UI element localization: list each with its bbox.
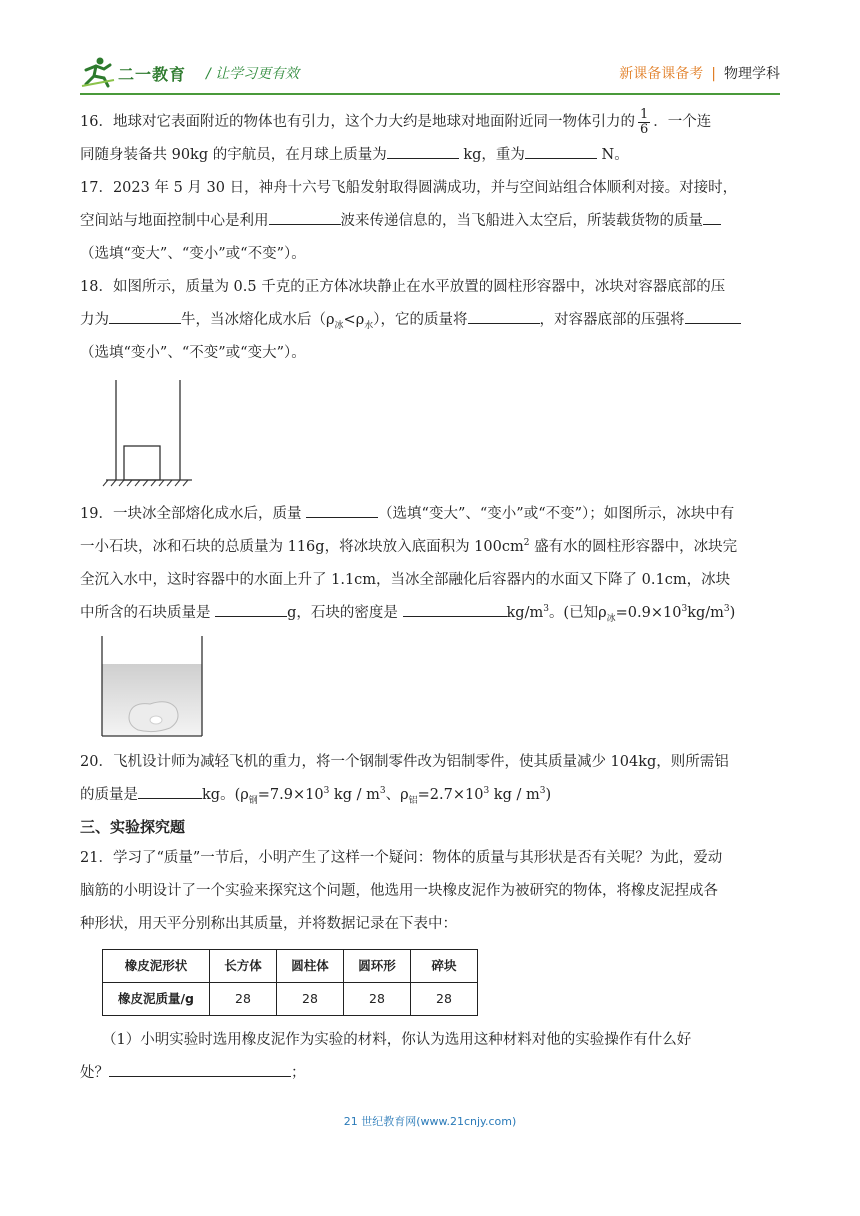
water-container-ice-stone-figure xyxy=(98,632,228,742)
table-cell: 圆环形 xyxy=(344,950,411,983)
question-17-line-2: 空间站与地面控制中心是利用 波来传递信息的，当飞船进入太空后，所装载货物的质量 xyxy=(80,205,780,238)
answer-blank[interactable] xyxy=(109,305,181,324)
section-heading: 三、实验探究题 xyxy=(80,818,186,836)
table-cell: 长方体 xyxy=(210,950,277,983)
question-19-line-1: 19．一块冰全部熔化成水后，质量 （选填“变大”、“变小”或“不变”）；如图所示，冰块中有 xyxy=(80,498,780,531)
answer-blank[interactable] xyxy=(468,305,540,324)
header-separator: | xyxy=(711,66,716,82)
answer-blank[interactable] xyxy=(306,499,378,518)
table-cell: 28 xyxy=(344,983,411,1016)
question-17-line-3: （选填“变大”、“变小”或“不变”）。 xyxy=(80,246,306,262)
header-subject xyxy=(619,63,780,83)
slogan: / 让学习更有效 xyxy=(206,66,300,82)
answer-blank[interactable] xyxy=(685,305,741,324)
answer-blank[interactable] xyxy=(215,598,287,617)
header-subject-name: 物理学科 xyxy=(724,66,780,82)
answer-blank[interactable] xyxy=(138,780,202,799)
answer-blank[interactable] xyxy=(703,206,721,225)
table-row xyxy=(103,983,478,1016)
runner-icon xyxy=(80,56,116,88)
question-16-line-2: 同随身装备共 90kg 的宇航员，在月球上质量为 kg，重为 N。 xyxy=(80,139,780,172)
header-course: 新课备课备考 xyxy=(619,66,704,82)
page-header xyxy=(80,56,780,92)
question-18-line-3: （选填“变小”、“不变”或“变大”）。 xyxy=(80,345,306,361)
question-18-line-1: 18．如图所示，质量为 0.5 千克的正方体冰块静止在水平放置的圆柱形容器中，冰块对容器底部的压 xyxy=(80,279,726,295)
document-body xyxy=(80,106,780,1090)
question-18-line-2: 力为 牛，当冰熔化成水后$(\rho_冰<\rho_水)$，它的质量将 ，对容器底部的压强将 xyxy=(80,304,780,337)
question-20-line-1: 20．飞机设计师为减轻飞机的重力，将一个钢制零件改为铝制零件，使其质量减少 104kg，则所需铝 xyxy=(80,754,729,770)
question-21-line-3: 种形状，用天平分别称出其质量，并将数据记录在下表中： xyxy=(80,916,457,932)
table-header-cell: 橡皮泥形状 xyxy=(103,950,210,983)
table-row xyxy=(103,950,478,983)
question-16-line-1: 16．地球对它表面附近的物体也有引力，这个力大约是地球对地面附近同一物体引力的 $\frac{1}{6}$ ．一个连 xyxy=(80,106,712,137)
table-cell: 圆柱体 xyxy=(277,950,344,983)
answer-blank[interactable] xyxy=(525,140,597,159)
mass-shape-table xyxy=(102,949,478,1016)
page-footer: 21 世纪教育网(www.21cnjy.com) xyxy=(343,1115,517,1128)
question-21-line-1: 21．学习了“质量”一节后，小明产生了这样一个疑问：物体的质量与其形状是否有关呢？为此，爱动 xyxy=(80,850,723,866)
logo-text: 二一教育 xyxy=(118,65,187,84)
table-cell: 碎块 xyxy=(411,950,478,983)
answer-blank[interactable] xyxy=(403,598,507,617)
container-ice-cube-figure xyxy=(98,374,218,494)
logo xyxy=(80,56,190,88)
table-cell: 28 xyxy=(210,983,277,1016)
question-17-line-1: 17．2023 年 5 月 30 日，神舟十六号飞船发射取得圆满成功，并与空间站组合体顺利对接。对接时， xyxy=(80,180,738,196)
header-divider xyxy=(80,93,780,95)
question-19-line-3: 全沉入水中，这时容器中的水面上升了 1.1cm，当冰全部融化后容器内的水面又下降了 0.1cm，冰块 xyxy=(80,572,731,588)
fraction-one-sixth: $\frac{1}{6}$ xyxy=(639,106,649,137)
answer-blank[interactable] xyxy=(387,140,459,159)
question-21-sub-1-line-1: （1）小明实验时选用橡皮泥作为实验的材料，你认为选用这种材料对他的实验操作有什么好 xyxy=(102,1032,692,1048)
answer-blank[interactable] xyxy=(109,1058,291,1077)
answer-blank[interactable] xyxy=(269,206,341,225)
question-20-line-2: 的质量是 kg。($\rho_钢=7.9\times 10^3$ kg / $m^3$、$\rho_铝=2.7\times 10^3$ kg / $m^3$) xyxy=(80,779,780,812)
question-19-line-2: 一小石块，冰和石块的总质量为 116g，将冰块放入底面积为 $100cm^2$ 盛有水的圆柱形容器中，冰块完 xyxy=(80,538,738,555)
table-header-cell: 橡皮泥质量/g xyxy=(103,983,210,1016)
table-cell: 28 xyxy=(277,983,344,1016)
table-cell: 28 xyxy=(411,983,478,1016)
question-21-sub-1-line-2: 处？ ； xyxy=(80,1057,780,1090)
question-21-line-2: 脑筋的小明设计了一个实验来探究这个问题，他选用一块橡皮泥作为被研究的物体，将橡皮泥捏成各 xyxy=(80,883,718,899)
question-19-line-4: 中所含的石块质量是 g，石块的密度是 $kg/m^3$。(已知$\rho_冰=0.9\times 10^3kg/m^3$) xyxy=(80,597,780,630)
